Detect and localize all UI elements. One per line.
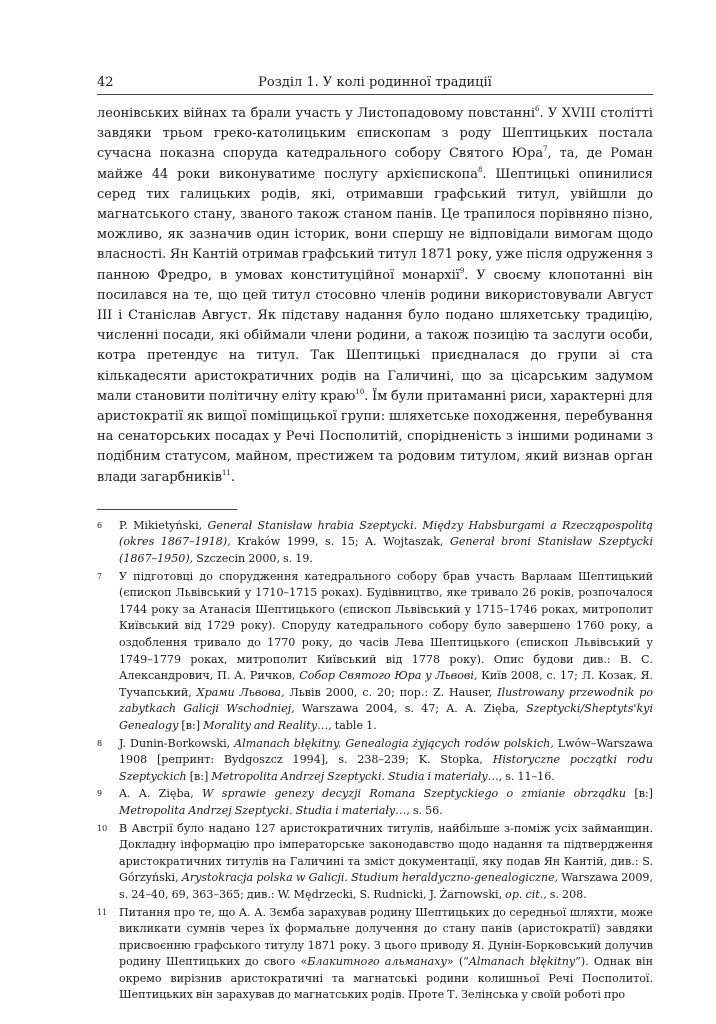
body-text: . Їм були притаманні риси, характерні для аристократії як вищої поміщицької групи: шляхетське походження, перебування на сенаторських посадах у Речі Посполитій, спорідненість з іншими родинами з подібним статусом, майном, престижем та родовим титулом, який визнав орган влади загарбників (97, 388, 653, 485)
footnote-title: Szeptycki/Sheptyts'kyi Genealogy (119, 702, 653, 732)
footnote-6 (97, 518, 653, 568)
footnote-7 (97, 569, 653, 735)
body-text: . У XVIII столітті завдяки трьом греко-католицьким єпископам з роду Шептицьких постала сучасна показна споруда катедрального собору Святого Юра (97, 106, 653, 162)
footnote-text: Питання про те, що А. А. Зємба зарахував родину Шептицьких до середньої шляхти, може викликати сумнів через їх формальне долучення до стану панів (аристократії) завдяки присвоєнню графського титулу 1871 року. З цього приводу Я. Дунін-Борковський долучив родину Шептицьких до свого « (119, 905, 653, 969)
footnote-ref[interactable]: 6 (534, 105, 540, 113)
footnote-number: 8 (97, 738, 103, 748)
footnote-title: Generał Stanisław hrabia Szeptycki. Między Habsburgami a Rzecząpospolitą (okres 1867–1918), (119, 518, 653, 549)
body-text: . У своєму клопотанні він посилався на те, що цей титул стосовно членів родини використовували Август III і Станіслав Август. Як підставу надання було подано шляхетську традицію, численні посади, які обіймали члени родини, а також позицію та заслуги особи, котра претендує на титул. Так Шептицькі приєдналася до групи зі ста кількадесяти аристократичних родів на Галичині, що за цісарським задумом мали становити політичну еліту краю (97, 267, 653, 404)
running-title: Розділ 1. У колі родинної традиції (258, 75, 492, 90)
footnote-number: 7 (97, 571, 103, 581)
body-text: . Шептицькі опинилися серед тих галицьких родів, які, отримавши графський титул, увійшли до магнатського стану, званого також станом панів. Це трапилося порівняно пізно, можливо, як зазначив один історик, вони спершу не відповідали вимогам щодо власності. Ян Кантій отримав графський титул 1871 року, уже після одруження з панною Фредро, в умовах конституційної монархії (97, 166, 653, 283)
body-text: леонівських війнах та брали участь у Листопадовому повстанні (97, 106, 535, 121)
footnote-number: 11 (97, 907, 108, 917)
footnote-text: [в:] (178, 718, 204, 732)
footnote-9 (97, 786, 653, 819)
running-header (97, 74, 653, 95)
footnotes (97, 518, 653, 1004)
footnote-text: s. 11–16. (502, 769, 555, 783)
footnote-text: » (“ (446, 955, 469, 969)
footnote-text: [в:] (626, 787, 654, 801)
footnote-10 (97, 821, 653, 904)
footnote-text: Warszawa 2009, s. 24–40, 69, 363–365; див.: W. Mędrzecki, S. Rudnicki, J. Żarnowski, (119, 871, 653, 901)
body-text: , та, де Роман майже 44 роки виконуватиме послугу архієпископа (97, 146, 653, 182)
footnote-ref[interactable]: 8 (477, 165, 483, 174)
footnote-text: J. Dunin-Borkowski, (119, 736, 235, 750)
footnote-text: [в:] (186, 769, 212, 783)
footnote-title: Morality and Reality…, (203, 718, 332, 732)
footnote-text: Київ 2008, с. 17; Л. Козак, Я. Тучапський, (119, 669, 654, 699)
footnote-title: Блакитного альманаху (307, 955, 447, 969)
footnote-title: Храми Львова, (196, 685, 285, 699)
footnote-ref[interactable]: 10 (355, 387, 365, 396)
footnote-text: P. Mikietyński, (119, 518, 208, 532)
footnote-text: table 1. (331, 718, 377, 732)
footnote-number: 6 (97, 520, 103, 530)
footnote-title: Metropolita Andrzej Szeptycki. Studia i materiały…, (119, 803, 410, 817)
footnote-text: Warszawa 2004, s. 47; A. A. Zięba, (294, 702, 527, 716)
body-paragraph (97, 104, 653, 488)
body-text: . (230, 469, 235, 485)
footnote-number: 10 (97, 823, 108, 833)
footnote-8 (97, 736, 653, 786)
footnote-number: 9 (97, 789, 103, 799)
footnote-text: s. 56. (409, 803, 443, 817)
footnote-11 (97, 905, 653, 1005)
footnote-title: Almanach błękitny (468, 955, 576, 969)
footnote-title: Historyczne początki rodu Szeptyckich (119, 753, 653, 783)
footnote-text: Kraków 1999, s. 15; A. Wojtaszak, (230, 535, 450, 549)
footnote-title: Almanach błękitny. Genealogia żyjących rodów polskich, (234, 736, 554, 750)
footnote-title: Metropolita Andrzej Szeptycki. Studia i materiały…, (211, 769, 503, 783)
book-page (97, 74, 653, 1005)
footnote-text: A. A. Zięba, (119, 787, 203, 801)
footnote-title: Arystokracja polska w Galicji. Studium heraldyczno-genealogiczne, (181, 871, 559, 885)
footnote-text: ”). Однак він окремо вирізнив аристократичні та магнатські родини колишньої Речі Посполитої. Шептицьких він зарахував до магнатських родів. Проте Т. Зелінська у своїй роботі про (119, 955, 653, 1002)
footnote-title: Ilustrowany przewodnik po zabytkach Galicji Wschodniej, (119, 685, 654, 716)
footnote-title: Собор Святого Юра у Львові, (299, 669, 478, 683)
footnote-title: W sprawie genezy decyzji Romana Szeptyckiego o zmianie obrządku (202, 787, 627, 801)
footnote-ref[interactable]: 11 (221, 468, 231, 477)
footnote-separator (97, 509, 237, 510)
page-number: 42 (97, 75, 114, 90)
footnote-text: Львів 2000, с. 20; пор.: Z. Hauser, (284, 685, 498, 699)
footnote-ref[interactable]: 7 (543, 145, 548, 154)
footnote-text: У підготовці до спорудження катедрального собору брав участь Варлаам Шептицький (єпископ Львівський у 1710–1715 роках). Будівництво, яке тривало 26 років, розпочалося 1744 року за Атанасія Шептицького (єпископ Львівський у 1715–1746 роках, митрополит Київський від 1729 року). Споруду катедрального собору було завершено 1760 року, а оздоблення тривало до 1770 року, до часів Лева Шептицького (єпископ Львівський у 1749–1779 роках, митрополит Київський від 1778 року). Опис будови див.: В. С. Александрович, П. А. Ричков, (119, 569, 653, 683)
footnote-text: Szczecin 2000, s. 19. (193, 552, 313, 566)
footnote-text: s. 208. (546, 887, 587, 901)
footnote-title: Generał broni Stanisław Szeptycki (1867–1950), (119, 535, 653, 566)
footnote-text: Lwów–Warszawa 1908 [репринт: Bydgoszcz 1994], s. 238–239; K. Stopka, (119, 736, 653, 767)
footnote-text: В Австрії було надано 127 аристократичних титулів, найбільше з-поміж усіх займанщин. Докладну інформацію про імператорське законодавство щодо надання та підтвердження аристократичних титулів на Галичині та зміст документації, яку подав Ян Кантій, див.: S. Górzyński, (119, 821, 653, 885)
footnote-ref[interactable]: 9 (459, 266, 465, 275)
footnote-title: op. cit., (505, 887, 547, 901)
